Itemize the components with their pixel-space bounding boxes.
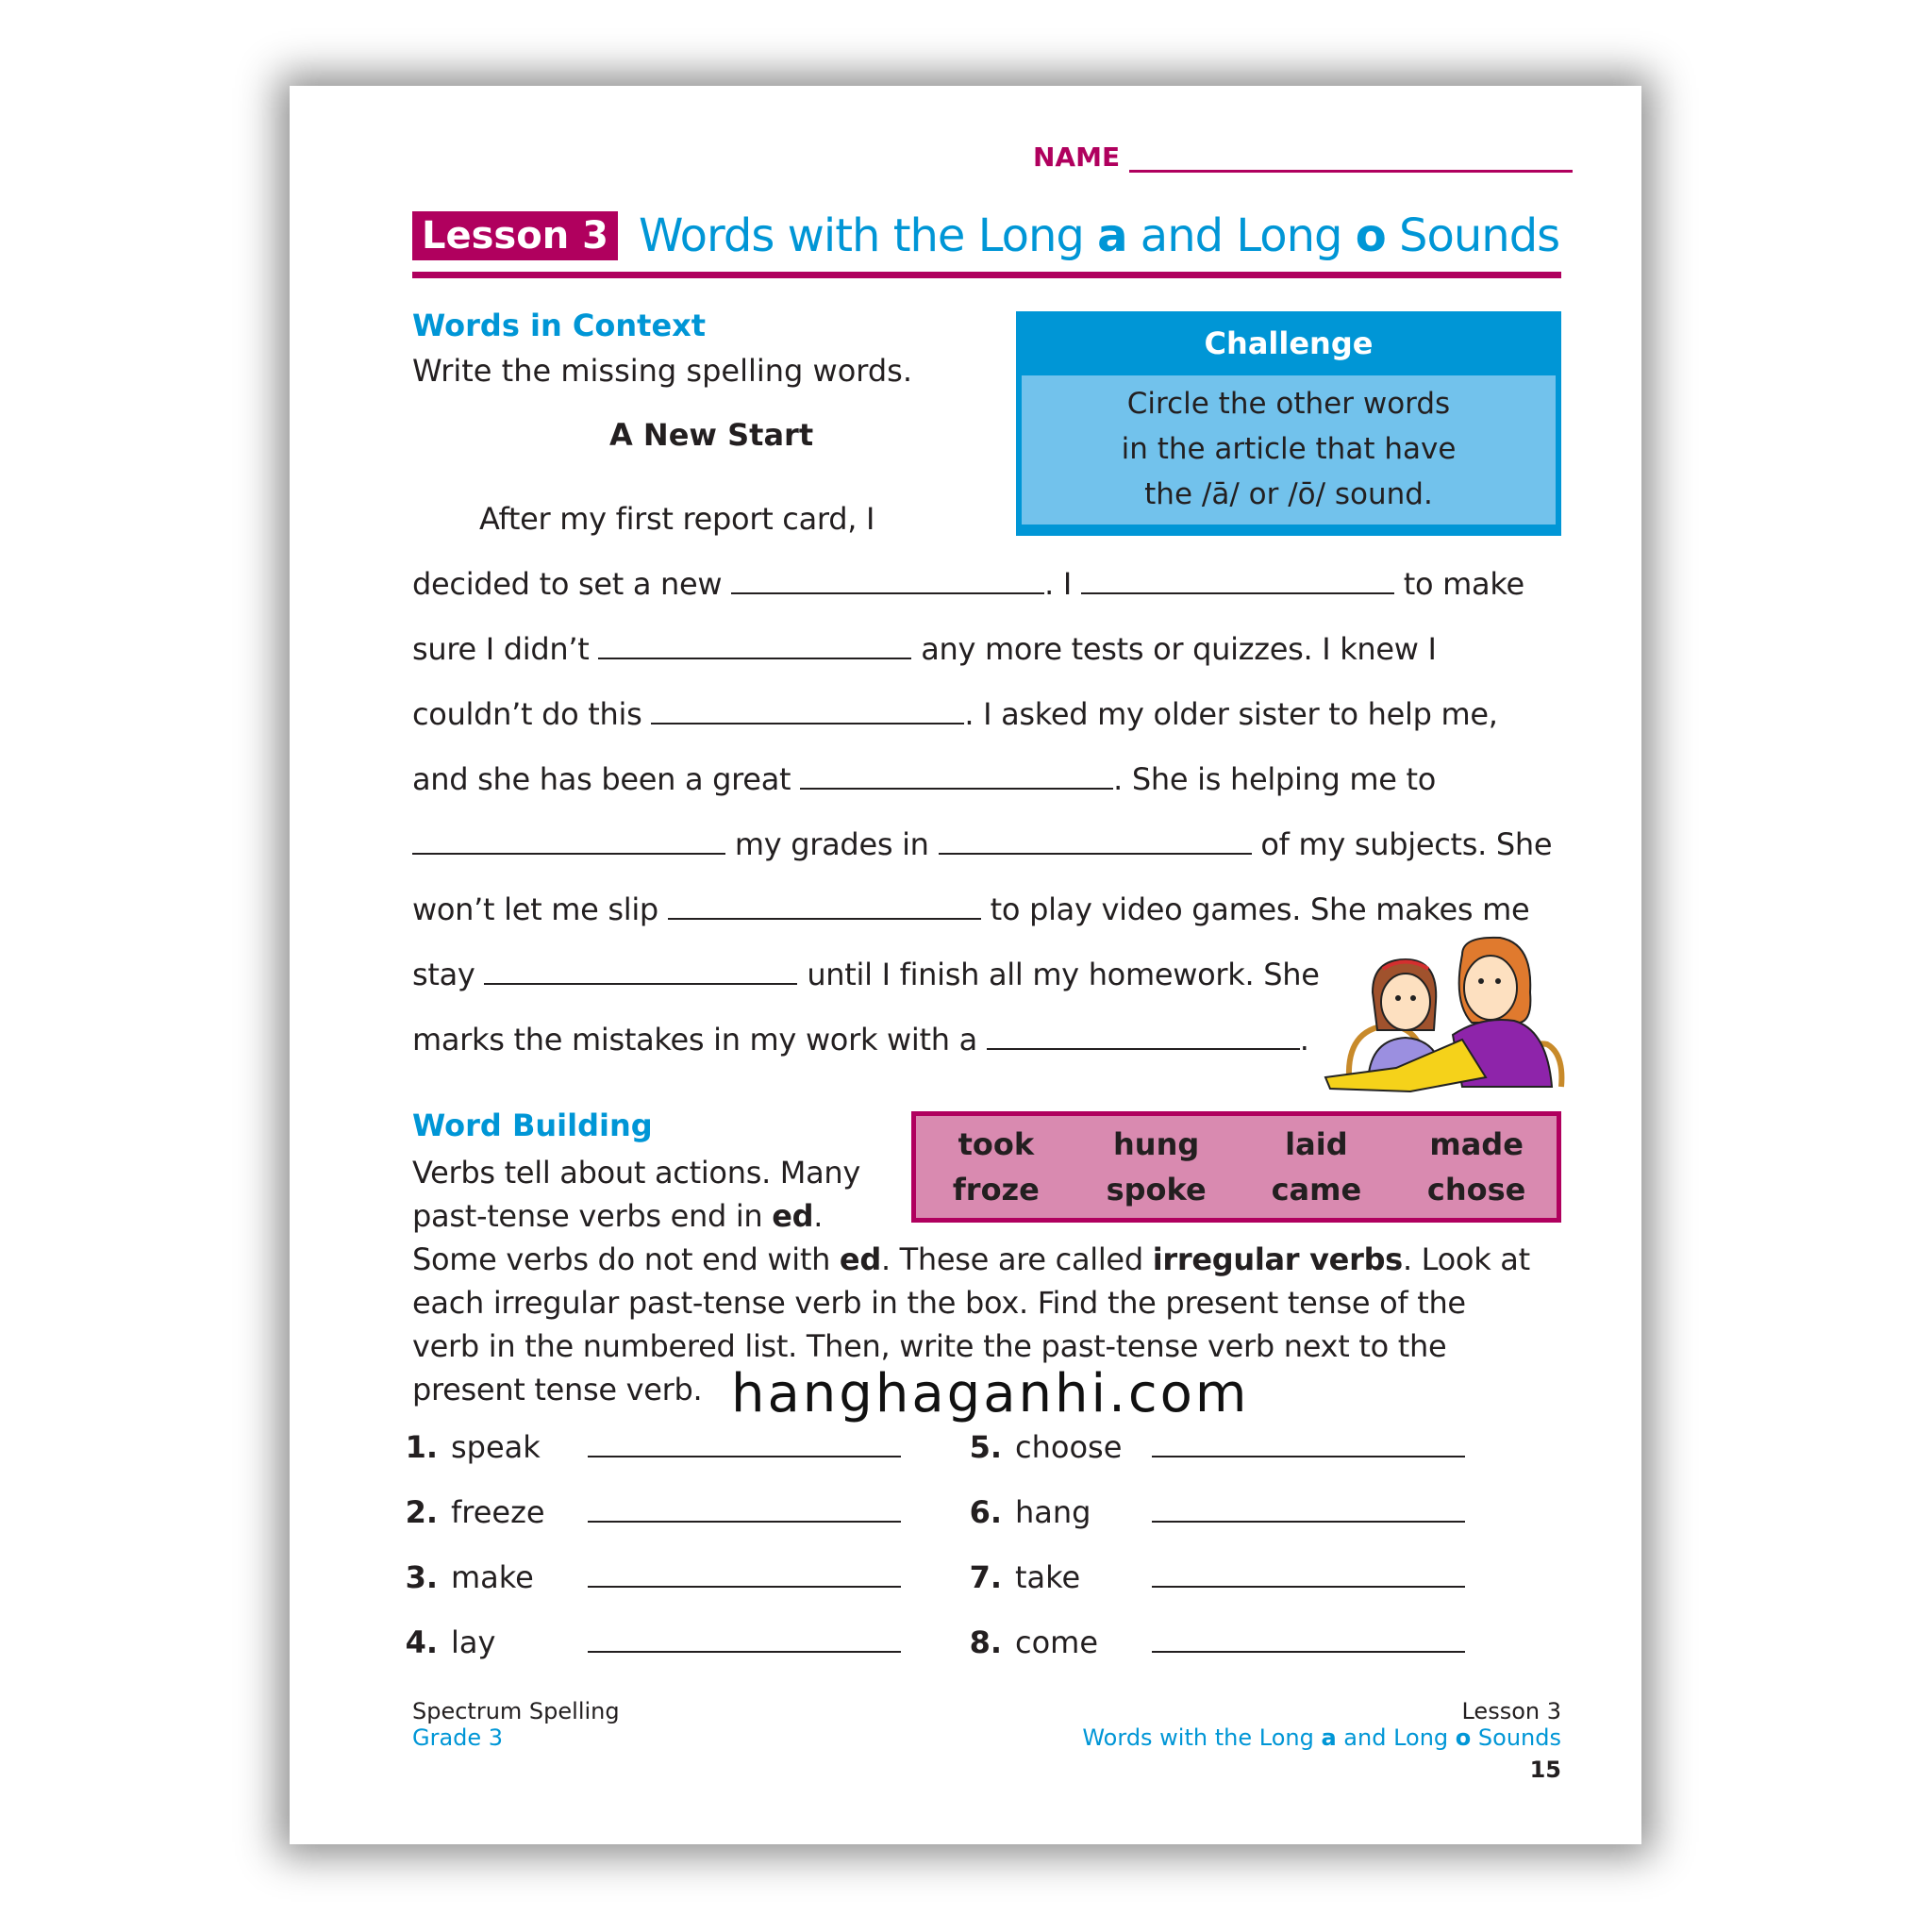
item-word: take [1015,1559,1081,1595]
item-number: 5. [969,1429,1002,1465]
answer-blank [1152,1563,1465,1588]
wb-text: past-tense verbs end in [412,1198,773,1234]
word: made [1429,1126,1524,1162]
story-text: and she has been a great [412,761,801,797]
challenge-line: Circle the other words [1126,387,1451,421]
wb-text: . [813,1198,824,1234]
answer-blank [484,960,797,985]
word: took [958,1126,1035,1162]
story-text: won’t let me slip [412,891,668,927]
wb-line: present tense verb. [412,1372,703,1407]
footer-text: Sounds [1471,1724,1561,1751]
list-item [396,1429,901,1465]
title-text: and Long [1126,209,1356,262]
item-number: 3. [405,1559,438,1595]
item-word: speak [451,1429,541,1465]
list-item [396,1624,901,1660]
wb-bold: irregular verbs [1152,1241,1403,1277]
wb-line: Verbs tell about actions. Many [412,1155,861,1191]
answer-blank [588,1498,901,1523]
answer-blank [1152,1433,1465,1457]
story-line [412,761,1436,797]
wb-bold: ed [772,1198,814,1234]
story-line [412,826,1552,862]
answer-blank [1081,570,1394,594]
word-building-heading: Word Building [412,1108,653,1143]
story-text: my grades in [725,826,939,862]
answer-blank [588,1628,901,1653]
answer-blank [412,830,725,855]
word-box [911,1111,1561,1223]
story-line [412,696,1498,732]
story-text: . I [1044,566,1081,602]
answer-blank [668,895,981,920]
answer-blank [651,700,964,724]
story-text: until I finish all my homework. She [797,957,1320,992]
word: froze [952,1172,1040,1208]
footer-o: o [1455,1724,1472,1751]
answer-blank [588,1563,901,1588]
story-text: any more tests or quizzes. I knew I [911,631,1437,667]
word: laid [1285,1126,1348,1162]
answer-blank [1152,1498,1465,1523]
word: came [1271,1172,1362,1208]
item-word: make [451,1559,534,1595]
story-line [412,566,1524,602]
wb-bold: ed [839,1241,881,1277]
list-item [396,1559,901,1595]
story-text: to play video games. She makes me [980,891,1530,927]
story-title: A New Start [609,417,814,453]
name-line [1129,144,1573,173]
word: chose [1426,1172,1526,1208]
watermark: hanghaganhi.com [731,1363,1250,1424]
item-number: 6. [969,1494,1002,1530]
challenge-line: the /ā/ or /ō/ sound. [1144,477,1433,511]
item-number: 4. [405,1624,438,1660]
word-building-intro [412,1151,860,1238]
footer-a: a [1321,1724,1337,1751]
instruction: Write the missing spelling words. [412,353,913,389]
answer-blank [987,1025,1300,1050]
footer-right [1082,1698,1561,1783]
footer-title [1082,1724,1561,1751]
footer-lesson: Lesson 3 [1461,1698,1561,1724]
wb-line: verb in the numbered list. Then, write the past-tense verb next to the [412,1328,1447,1364]
item-word: lay [451,1624,496,1660]
story-text: decided to set a new [412,566,732,602]
item-word: come [1015,1624,1099,1660]
words-in-context-heading: Words in Context [412,308,707,343]
challenge-line: in the article that have [1121,432,1457,466]
item-word: freeze [451,1494,545,1530]
story-line [412,957,1320,992]
story-line [412,631,1437,667]
answer-blank [800,765,1113,790]
page-title [639,209,1559,262]
title-a: a [1097,209,1127,262]
footer-grade: Grade 3 [412,1724,504,1751]
footer-text: Words with the Long [1082,1724,1322,1751]
story-text: . She is helping me to [1113,761,1437,797]
page-number: 15 [1529,1757,1561,1783]
wb-text: . Look at [1402,1241,1530,1277]
list-item [396,1494,901,1530]
footer-left [412,1698,620,1751]
title-text: Words with the Long [638,209,1098,262]
wb-line [412,1238,1563,1281]
story-text: to make [1393,566,1524,602]
story-text: of my subjects. She [1251,826,1553,862]
title-o: o [1355,209,1386,262]
wb-text: Some verbs do not end with [412,1241,840,1277]
list-item [960,1559,1465,1595]
story-line [479,501,874,537]
story-text: stay [412,957,485,992]
answer-blank [588,1433,901,1457]
item-number: 7. [969,1559,1002,1595]
title-rule [412,272,1561,278]
story-text: . [1299,1022,1309,1058]
word: spoke [1106,1172,1207,1208]
title-text: Sounds [1385,209,1560,262]
challenge-box [1016,311,1561,536]
reading-illustration [1321,936,1566,1092]
story-text: After my first report card, I [479,501,875,537]
answer-blank [939,830,1252,855]
lesson-title [412,209,1559,262]
challenge-heading: Challenge [1204,325,1374,361]
wb-line [412,1194,860,1238]
list-item [960,1624,1465,1660]
story-line [412,891,1529,927]
challenge-body [1022,375,1556,525]
item-number: 1. [405,1429,438,1465]
answer-blank [1152,1628,1465,1653]
story-text: sure I didn’t [412,631,599,667]
item-word: hang [1015,1494,1091,1530]
list-item [960,1494,1465,1530]
story-text: . I asked my older sister to help me, [964,696,1498,732]
item-number: 2. [405,1494,438,1530]
story-text: marks the mistakes in my work with a [412,1022,987,1058]
wb-line: each irregular past-tense verb in the box. Find the present tense of the [412,1285,1466,1321]
word: hung [1113,1126,1200,1162]
story-text: couldn’t do this [412,696,652,732]
footer-book: Spectrum Spelling [412,1698,620,1724]
item-number: 8. [969,1624,1002,1660]
answer-blank [731,570,1044,594]
wb-text: . These are called [880,1241,1153,1277]
story-line [412,1022,1309,1058]
list-item [960,1429,1465,1465]
answer-blank [598,635,911,659]
footer-text: and Long [1336,1724,1456,1751]
item-word: choose [1015,1429,1123,1465]
lesson-badge: Lesson 3 [412,211,618,260]
name-field [1033,142,1573,173]
name-label: NAME [1033,142,1121,173]
